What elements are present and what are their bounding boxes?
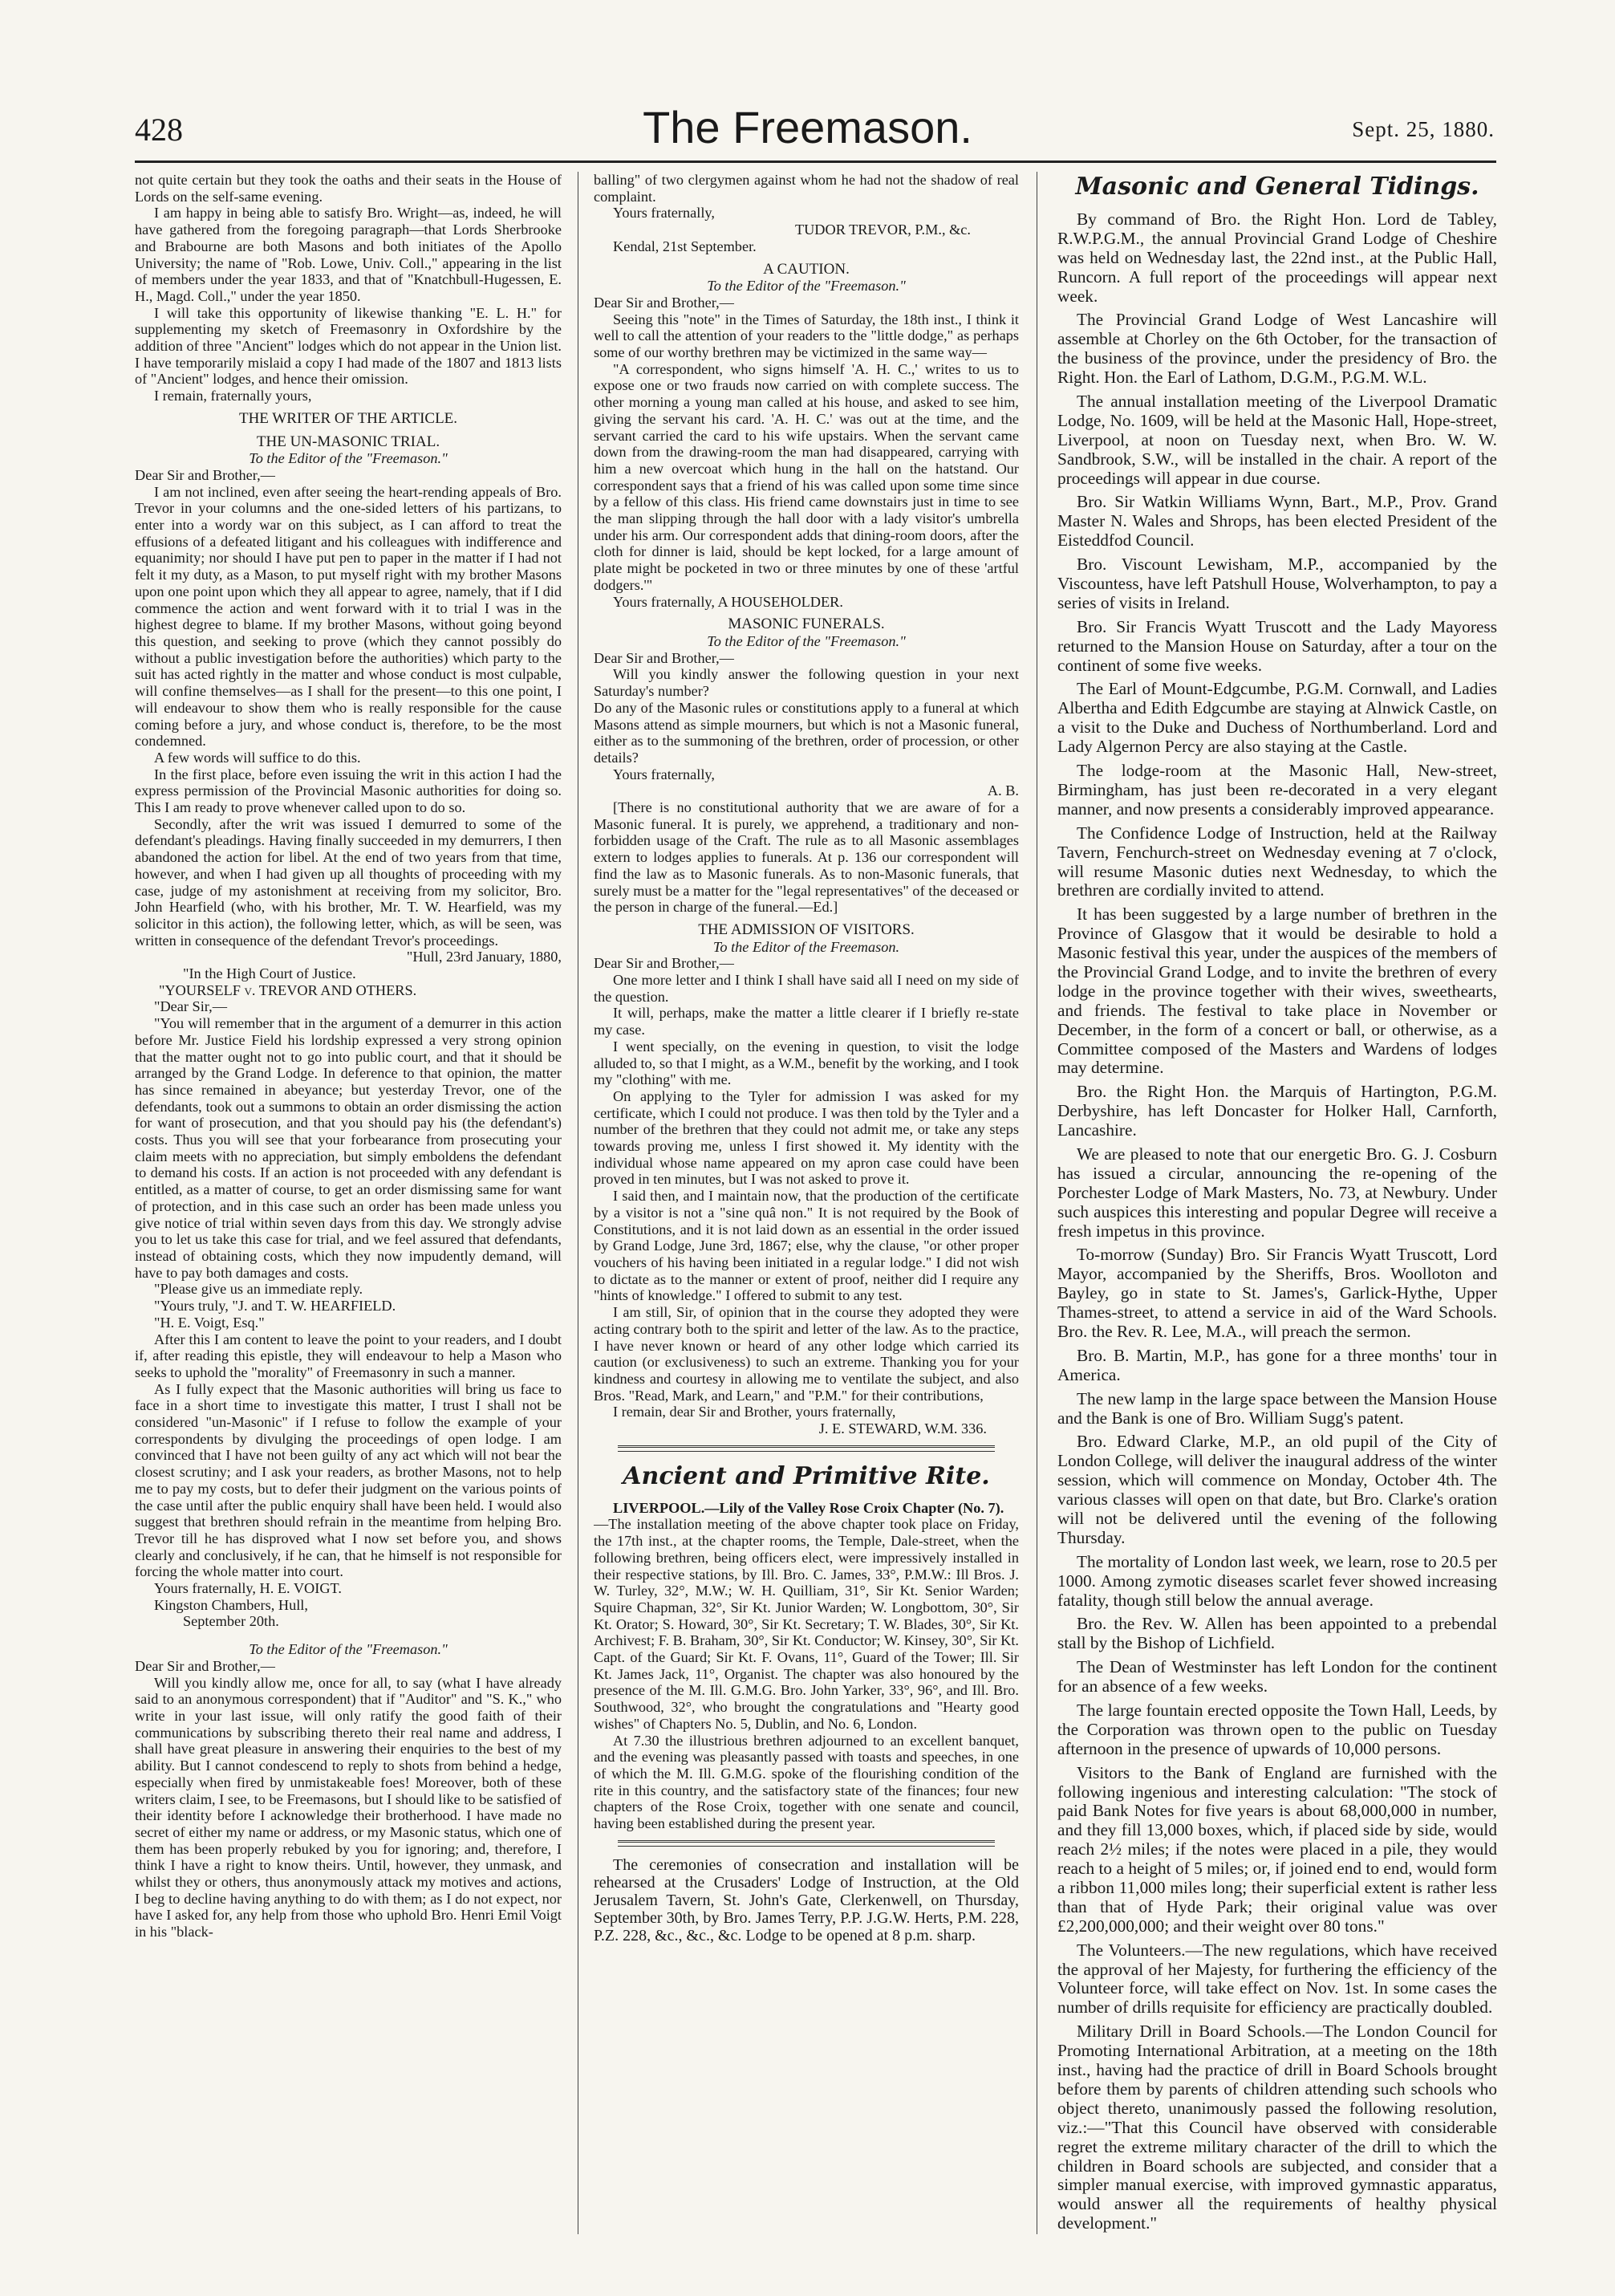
news-item: The mortality of London last week, we learn, rose to 20.5 per 1000. Among zymotic diseases scarlet fever showed increasing fatality, though still below the annual average. — [1057, 1551, 1497, 1610]
signoff: Yours fraternally, — [613, 205, 715, 221]
column-1 — [135, 172, 562, 2234]
news-item: It has been suggested by a large number of brethren in the Province of Glasgow that it would be desirable to hold a Masonic festival this year, under the auspices of the members of the Provincial Grand Lodge, and to invite the brethren of every lodge in the province together with their wives, sweethearts, and friends. The festival to take place in November or December, in the form of a concert or ball, or otherwise, as a Committee composed of the Masters and Wardens of lodges may determine. — [1057, 904, 1497, 1078]
paragraph: I went specially, on the evening in question, to visit the lodge alluded to, so that I might, as a W.M., benefit by the working, and I took my "clothing" with me. — [594, 1038, 1019, 1088]
news-item: Bro. Edward Clarke, M.P., an old pupil of the City of London College, will deliver the inaugural address of the winter session, which will commence on Monday, October 4th. The various classes will open on that date, but Bro. Clarke's oration will not be delivered until the evening of the following Thursday. — [1057, 1432, 1497, 1547]
section-heading: Masonic and General Tidings. — [1075, 173, 1479, 201]
signoff: I remain, fraternally yours, — [154, 388, 312, 404]
paragraph: Seeing this "note" in the Times of Saturday, the 18th inst., I think it well to call the attention of your readers to the "little dodge," as perhaps some of our worthy brethren may be victimized in the same way— — [594, 311, 1019, 361]
news-item: The lodge-room at the Masonic Hall, New-street, Birmingham, has just been re-decorated in a very elegant manner, and now presents a considerably improved appearance. — [1057, 761, 1497, 819]
signature: A. B. — [987, 782, 1019, 799]
paragraph: —The installation meeting of the above chapter took place on Friday, the 17th inst., at the chapter rooms, the Temple, Dale-street, when the following brethren, being officers elect, were impressively installed in their respective stations, by Ill. Bro. C. James, 33°, P.M.W.: Ill Bros. J. W. Turley, 32°, M.W.; W. H. Quilliam, 31°, Sir Kt. Senior Warden; Squire Chapman, 32°, Sir Kt. Junior Warden; W. Longbottom, 30°, Sir Kt. Orator; S. Howard, 30°, Sir Kt. Secretary; T. W. Blades, 30°, Sir Kt. Archivest; F. B. Braham, 30°, Sir Kt. Conductor; W. Kinsey, 30°, Sir Kt. Capt. of the Guard; Sir Kt. F. Ovans, 11°, Guard of the Tower; Ill. Sir Kt. James Jack, 11°, Organist. The chapter was also honoured by the presence of the M. Ill. G.M.G. Bro. John Yarker, 33°, 96°, and Ill. Bro. Southwood, 32°, who brought the congratulations and "Hearty good wishes" of Chapters No. 5, Dublin, and No. 6, London. — [594, 1516, 1019, 1732]
section-rule — [618, 1445, 995, 1452]
salutation: Dear Sir and Brother,— — [594, 649, 734, 666]
paragraph: balling" of two clergymen against whom he had not the shadow of real complaint. — [594, 172, 1019, 205]
header-rule — [135, 161, 1496, 163]
editor-address: To the Editor of the Freemason. — [712, 938, 900, 955]
article-heading: THE ADMISSION OF VISITORS. — [698, 920, 915, 938]
editor-address: To the Editor of the "Freemason." — [249, 450, 448, 467]
salutation: Dear Sir and Brother,— — [135, 466, 275, 483]
news-item: Bro. B. Martin, M.P., has gone for a three months' tour in America. — [1057, 1345, 1497, 1384]
news-item: Military Drill in Board Schools.—The London Council for Promoting International Arbitration, at a meeting on the 18th inst., having had the practice of drill in Board Schools brought before them by parents of children attending such schools who object thereto, unanimously passed the following resolution, viz.:—"That this Council have observed with considerable regret the extreme military character of the drill to which the children in Board schools are subjected, and consider that a simpler manual exercise, with improved gymnastic apparatus, would answer all the requirements of healthy physical development." — [1057, 2022, 1497, 2233]
signoff: I remain, dear Sir and Brother, yours fraternally, — [613, 1404, 896, 1420]
signature: Yours fraternally, H. E. VOIGT. — [154, 1580, 342, 1597]
salutation: Dear Sir and Brother,— — [135, 1657, 275, 1674]
signature: Yours fraternally, A HOUSEHOLDER. — [613, 593, 843, 610]
news-item: Visitors to the Bank of England are furnished with the following ingenious and interesting calculation: "The stock of paid Bank Notes for five years is about 68,000,000 in number, and they fill 13,000 boxes, which, if placed side by side, would reach 2½ miles; if the notes were placed in a pile, they would reach to a height of 5 miles; or, if joined end to end, would form a ribbon 11,000 miles long; their superficial extent is rather less than that of Hyde Park; their original value was over £2,200,000,000; and their weight over 80 tons." — [1057, 1762, 1497, 1936]
section-heading: Ancient and Primitive Rite. — [623, 1461, 990, 1490]
report-lead: LIVERPOOL.—Lily of the Valley Rose Croix Chapter (No. 7). — [613, 1499, 1004, 1516]
paragraph: A few words will suffice to do this. — [154, 749, 361, 766]
news-item: Bro. Sir Watkin Williams Wynn, Bart., M.P., Prov. Grand Master N. Wales and Shrops, has been elected President of the Eisteddfod Council. — [1057, 492, 1497, 551]
paragraph: The ceremonies of consecration and installation will be rehearsed at the Crusaders' Lodge of Instruction, at the Old Jerusalem Tavern, St. John's Gate, Clerkenwell, on Thursday, September 30th, by Bro. James Terry, P.P. J.G.W. Herts, P.M. 228, P.Z. 228, &c., &c., &c. Lodge to be opened at 8 p.m. sharp. — [594, 1855, 1019, 1944]
paragraph: After this I am content to leave the point to your readers, and I doubt if, after reading this epistle, they will endeavour to help a Mason who seeks to uphold the "morality" of Freemasonry in such a manner. — [135, 1331, 562, 1380]
page-number: 428 — [135, 112, 183, 148]
paragraph: not quite certain but they took the oaths and their seats in the House of Lords on the self-same evening. — [135, 172, 562, 205]
paragraph: I am happy in being able to satisfy Bro. Wright—as, indeed, he will have gathered from the foregoing paragraph—that Lords Sherbrooke and Brabourne are both Masons and both initiates of the Apollo University; the name of "Rob. Lowe, Univ. Coll.," appearing in the list of members under the year 1833, and that of "Knatchbull-Hugessen, E. H., Magd. Coll.," under the year 1850. — [135, 205, 562, 304]
paragraph: One more letter and I think I shall have said all I need on my side of the question. — [594, 972, 1019, 1005]
editor-note: [There is no constitutional authority that we are aware of for a Masonic funeral. It is purely, we apprehend, a traditionary and non-forbidden usage of the Craft. The rule as to all Masonic assemblages extern to lodges applies to funerals. At p. 136 our correspondent will find the law as to Masonic funerals. As to non-Masonic funerals, that surely must be a matter for the "legal representatives" of the deceased or the person in charge of the funeral.—Ed.] — [594, 799, 1019, 916]
news-item: To-morrow (Sunday) Bro. Sir Francis Wyatt Truscott, Lord Mayor, accompanied by the Sheriffs, Bros. Woolloton and Bayley, go in state to St. James's, Garlick-Hythe, Upper Thames-street, to attend a service in aid of the Ward Schools. Bro. the Rev. R. Lee, M.A., will preach the sermon. — [1057, 1245, 1497, 1341]
news-item: The new lamp in the large space between the Mansion House and the Bank is one of Bro. William Sugg's patent. — [1057, 1388, 1497, 1428]
news-item: We are pleased to note that our energetic Bro. G. J. Cosburn has issued a circular, announcing the re-opening of the Porchester Lodge of Mark Masters, No. 73, at Newbury. Under such auspices this interesting and popular Degree will receive a fresh impetus in this province. — [1057, 1144, 1497, 1241]
signature: J. E. STEWARD, W.M. 336. — [818, 1420, 987, 1437]
date: September 20th. — [183, 1613, 279, 1630]
author-signature: THE WRITER OF THE ARTICLE. — [238, 409, 458, 427]
news-item: The Volunteers.—The new regulations, which have received the approval of her Majesty, for furthering the efficiency of the Volunteer force, will take effect on Nov. 1st. In some cases the number of drills requisite for efficiency are practically doubled. — [1057, 1940, 1497, 2018]
paragraph: Will you kindly allow me, once for all, to say (what I have already said to an anonymous correspondent) that if "Auditor" and "S. K.," who write in your last issue, will only ratify the good faith of their communications by subscribing thereto their real name and address, I shall have great pleasure in answering their enquiries to the best of my ability. But I cannot condescend to reply to shots from behind a hedge, especially when fired by unmistakeable foes! Moreover, both of these writers claim, I see, to be Freemasons, but I should like to be satisfied of their identity before I acknowledge their brotherhood. I have made no secret of either my name or address, or my Masonic status, which one of them has been properly rebuked by you for ignoring; and, therefore, I think I have a right to know theirs. Until, however, they unmask, and whilst they or others, thus anonymously attack my motives and actions, I beg to decline having anything to do with them; as I do not expect, nor have I asked for, any help from those who uphold Bro. Henri Emil Voigt in his "black- — [135, 1674, 562, 1940]
paragraph: I am not inclined, even after seeing the heart-rending appeals of Bro. Trevor in your columns and the one-sided letters of his partizans, to enter into a wordy war on this subject, as I can afford to treat the effusions of a defeated litigant and his colleagues with indifference and equanimity; nor should I have put pen to paper in the matter if I had not felt it my duty, as a Mason, to put myself right with my brother Masons upon one point upon which they all appear to agree, namely, that if I did commence the action and went forward with it to trial I was in the highest degree to blame. If my brother Masons, without going beyond this question, and seeking to prove (which they cannot possibly do without a public investigation before the authorities) which party to the suit has acted rightly in the matter and whose conduct is most culpable, will confine themselves—as I shall for the present—to this one point, I will endeavour to show them who is really responsible for the cause coming before a jury, and whose conduct is, therefore, to be the most condemned. — [135, 483, 562, 750]
paragraph: As I fully expect that the Masonic authorities will bring us face to face in a short time to investigate this matter, I trust I shall not be considered "un-Masonic" if I refuse to follow the example of your correspondents by divulging the proceedings of open lodge. I am convinced that I have not been guilty of any act which will not bear the closest scrutiny; and I ask your readers, as brother Masons, not to help me to pay my costs, but to defer their judgment on the various points of the case until after the public enquiry shall have been held. I would also suggest that brethren should refrain in the meantime from helping Bro. Trevor till he has disproved what I now set before you, and shows clearly and conclusively, if he can, that he himself is not responsible for forcing the whole matter into court. — [135, 1380, 562, 1580]
editor-address: To the Editor of the "Freemason." — [249, 1641, 448, 1658]
column-3 — [1057, 172, 1497, 2234]
address: Kingston Chambers, Hull, — [154, 1596, 308, 1613]
news-item: The Earl of Mount-Edgcumbe, P.G.M. Cornwall, and Ladies Albertha and Edith Edgcumbe are staying at Alnwick Castle, on a visit to the Duke and Duchess of Northumberland. Lord and Lady Algernon Percy are also staying at the Castle. — [1057, 679, 1497, 757]
letter-salutation: "Dear Sir,— — [154, 998, 228, 1015]
news-item: The Dean of Westminster has left London for the continent for an absence of a few weeks. — [1057, 1657, 1497, 1697]
quoted-letter: "You will remember that in the argument of a demurrer in this action before Mr. Justice Field his lordship expressed a very strong opinion that the matter ought not to go into public court, and that it should be arranged by the Grand Lodge. In deference to that opinion, the matter has since remained in abeyance; but yesterday Trevor, one of the defendants, took out a summons to obtain an order dismissing the action for want of prosecution, and that you should pay his (the defendant's) costs. Thus you will see that your forbearance from prosecuting your claim meets with no appreciation, but simply emboldens the defendant to demand his costs. If an action is not proceeded with any defendant is entitled, as a matter of course, to get an order dismissing same for want of protection, and in this case such an order has been made unless you give notice of trial within seven days from this day. We strongly advise you to let us take this case for trial, and we feel assured that defendants, instead of obtaining costs, which they now impudently demand, will have to pay both damages and costs. — [135, 1015, 562, 1281]
paragraph: On applying to the Tyler for admission I was asked for my certificate, which I could not produce. I was then told by the Tyler and a number of the brethren that they could not admit me, or take any steps towards proving me, unless I first showed it. My identity with the individual whose name appeared on my apron case could have been proved in ten minutes, but I was not asked to prove it. — [594, 1087, 1019, 1188]
salutation: Dear Sir and Brother,— — [594, 294, 734, 311]
article-heading: A CAUTION. — [763, 260, 850, 278]
news-item: By command of Bro. the Right Hon. Lord de Tabley, R.W.P.G.M., the annual Provincial Grand Lodge of Cheshire was held on Wednesday last, the 22nd inst., at the Public Hall, Runcorn. A full report of the proceedings will appear next week. — [1057, 209, 1497, 306]
quoted-letter: "Please give us an immediate reply. — [154, 1281, 363, 1298]
letter-dateline: "Hull, 23rd January, 1880, — [406, 949, 562, 965]
paragraph: I will take this opportunity of likewise thanking "E. L. H." for supplementing my sketch of Freemasonry in Oxfordshire by the addition of three "Ancient" lodges which do not appear in the Union list. I have temporarily mislaid a copy I had made of the 1807 and 1813 lists of "Ancient" lodges, and hence their omission. — [135, 304, 562, 388]
news-item: Bro. Sir Francis Wyatt Truscott and the Lady Mayoress returned to the Mansion House on Saturday, after a tour on the continent of some five weeks. — [1057, 616, 1497, 675]
section-rule — [618, 1840, 995, 1847]
masthead-title: The Freemason. — [643, 102, 972, 152]
article-heading: MASONIC FUNERALS. — [728, 616, 885, 633]
editor-address: To the Editor of the "Freemason." — [707, 632, 906, 649]
salutation: Dear Sir and Brother,— — [594, 955, 734, 972]
news-item: Bro. the Right Hon. the Marquis of Hartington, P.G.M. Derbyshire, has left Doncaster for Holker Hall, Carnforth, Lancashire. — [1057, 1082, 1497, 1140]
news-item: The Provincial Grand Lodge of West Lancashire will assemble at Chorley on the 6th October, for the transaction of the business of the province, under the presidency of Bro. the Right. Hon. the Earl of Lathom, D.G.M., P.G.M. W.L. — [1057, 310, 1497, 388]
article-heading: THE UN-MASONIC TRIAL. — [256, 433, 440, 450]
news-item: Bro. Viscount Lewisham, M.P., accompanied by the Viscountess, have left Patshull House, Wolverhampton, to pay a series of visits in Ireland. — [1057, 555, 1497, 612]
news-item: The Confidence Lodge of Instruction, held at the Railway Tavern, Fenchurch-street on Wednesday evening at 7 o'clock, will resume Masonic duties next Wednesday, to which the brethren are cordially invited to attend. — [1057, 823, 1497, 900]
issue-date: Sept. 25, 1880. — [1352, 117, 1495, 141]
paragraph: I said then, and I maintain now, that the production of the certificate by a visitor is not a "sine quâ non." It is not required by the Book of Constitutions, and it is not laid down as an essential in the order issued by Grand Lodge, June 3rd, 1867; else, why the clause, "or other proper vouchers of his having been initiated in a regular lodge." I did not wish to dictate as to the manner or extent of proof, neither did I require any "hints of knowledge." I offered to submit to any test. — [594, 1188, 1019, 1304]
signoff: Yours fraternally, — [613, 766, 715, 782]
editor-address: To the Editor of the "Freemason." — [707, 278, 906, 295]
paragraph: Do any of the Masonic rules or constitutions apply to a funeral at which Masons attend as simple mourners, but which is not a Masonic funeral, either as to the summoning of the brethren, order of procession, or other details? — [594, 699, 1019, 766]
paragraph: Will you kindly answer the following question in your next Saturday's number? — [594, 666, 1019, 700]
paragraph: Secondly, after the writ was issued I demurred to some of the defendant's pleadings. Having finally succeeded in my demurrers, I then abandoned the action for libel. At the end of two years from that time, however, and when I had given up all thoughts of proceeding with my case, judge of my astonishment at receiving from my solicitor, Bro. John Hearfield (who, with his brother, Mr. T. W. Hearfield, was my solicitor in this action), the following letter, which, as will be seen, was written in consequence of the defendant Trevor's proceedings. — [135, 815, 562, 949]
quoted-letter-signature: "Yours truly, "J. and T. W. HEARFIELD. — [154, 1298, 396, 1315]
paragraph: It will, perhaps, make the matter a little clearer if I briefly re-state my case. — [594, 1005, 1019, 1038]
news-item: The large fountain erected opposite the Town Hall, Leeds, by the Corporation was thrown open to the public on Tuesday afternoon in the presence of upwards of 10,000 persons. — [1057, 1701, 1497, 1758]
paragraph: I am still, Sir, of opinion that in the course they adopted they were acting contrary both to the spirit and letter of the law. As to the practice, I have never known or heard of any other lodge which carried its caution (or exclusiveness) to such an extreme. Thanking you for your kindness and courtesy in allowing me to ventilate the subject, and also Bros. "Read, Mark, and Learn," and "P.M." for their contributions, — [594, 1304, 1019, 1404]
paragraph: In the first place, before even issuing the writ in this action I had the express permission of the Provincial Masonic authorities for doing so. This I am ready to prove whenever called upon to do so. — [135, 766, 562, 816]
column-2 — [594, 172, 1019, 2234]
dateline: Kendal, 21st September. — [613, 238, 757, 254]
paragraph: At 7.30 the illustrious brethren adjourned to an excellent banquet, and the evening was pleasantly passed with toasts and speeches, in one of which the M. Ill. G.M.G. spoke of the flourishing condition of the rite in this country, and the satisfactory state of the finances; four new chapters of the Rose Croix, together with one senate and council, having been established during the present year. — [594, 1732, 1019, 1832]
news-item: The annual installation meeting of the Liverpool Dramatic Lodge, No. 1609, will be held at the Masonic Hall, Hope-street, Liverpool, at noon on Tuesday next, when Bro. W. W. Sandbrook, S.W., will be installed in the chair. A report of the proceedings will appear in due course. — [1057, 392, 1497, 488]
news-item: Bro. the Rev. W. Allen has been appointed to a prebendal stall by the Bishop of Lichfield. — [1057, 1614, 1497, 1653]
paragraph: "A correspondent, who signs himself 'A. H. C.,' writes to us to expose one or two frauds now carried on with complete success. The other morning a young man called at his house, and asked to see him, giving the servant his card. 'A. H. C.' was out at the time, and the servant carried the card to his wife upstairs. When the servant came down from the drawing-room the man had disappeared, carrying with him a new overcoat which hung in the hall on the hatstand. Our correspondent says that a friend of his was called upon some time since by a fellow of this class. His friend came downstairs just in time to see the man slipping through the hall door with a lady visitor's umbrella under his arm. Our correspondent adds that dining-room doors, after the cloth for dinner is laid, should be kept locked, for a large amount of plate might be pocketed in two or three minutes by one of these 'artful dodgers.'" — [594, 360, 1019, 593]
signature: TUDOR TREVOR, P.M., &c. — [794, 221, 971, 238]
quoted-letter-addressee: "H. E. Voigt, Esq." — [154, 1314, 265, 1331]
letter-case: "YOURSELF v. TREVOR AND OTHERS. — [159, 981, 417, 998]
letter-court: "In the High Court of Justice. — [183, 965, 356, 982]
